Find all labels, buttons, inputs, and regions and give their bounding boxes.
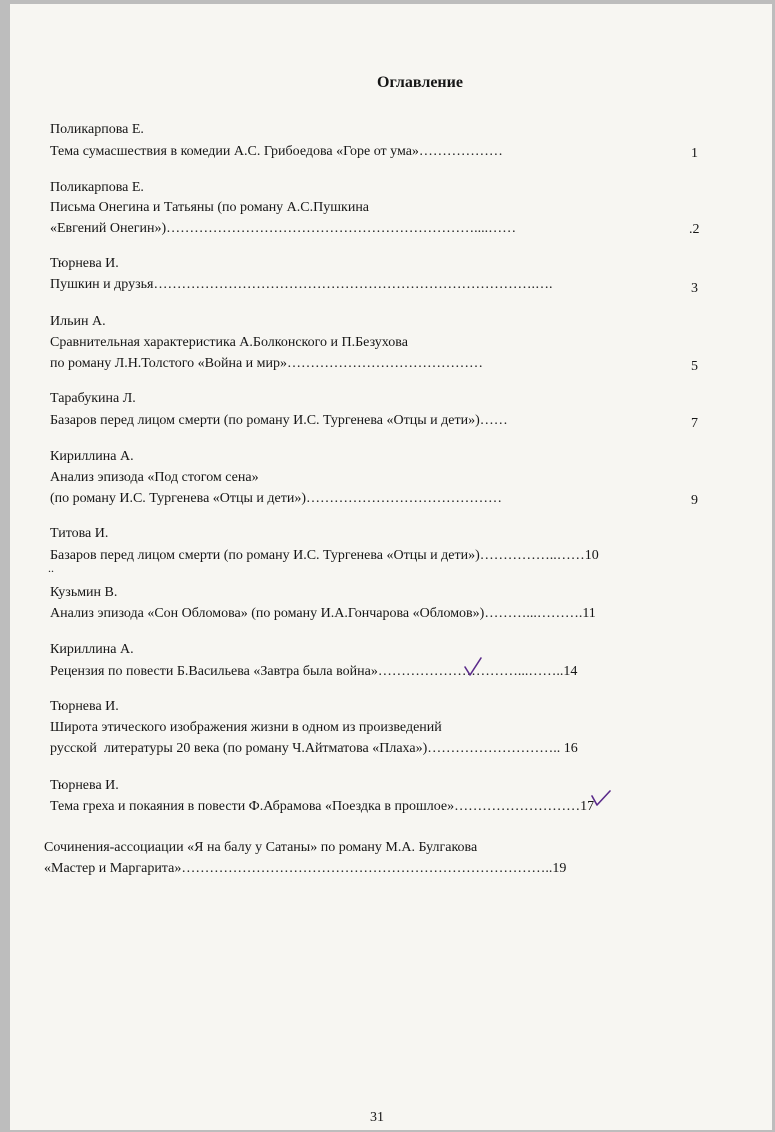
entry-title: Сравнительная характеристика А.Болконского и П.Безухова <box>50 335 408 350</box>
stray-mark: .. <box>48 561 54 575</box>
entry-page: 5 <box>691 359 698 374</box>
entry-page: .2 <box>689 222 700 237</box>
checkmark-icon <box>463 656 483 678</box>
entry-title: Письма Онегина и Татьяны (по роману А.С.Пушкина <box>50 200 370 215</box>
entry-title: Широта этического изображения жизни в одном из произведений <box>50 720 442 735</box>
entry-title: Базаров перед лицом смерти (по роману И.С. Тургенева «Отцы и дети»)…… <box>50 413 508 428</box>
entry-title: Рецензия по повести Б.Васильева «Завтра была война»…………………………...……..14 <box>50 664 578 679</box>
entry-author: Тюрнева И. <box>50 699 119 714</box>
entry-author: Тюрнева И. <box>50 778 119 793</box>
entry-author: Титова И. <box>50 526 109 541</box>
entry-title: Тема греха и покаяния в повести Ф.Абрамова «Поездка в прошлое»………………………17 <box>50 799 595 814</box>
entry-title: (по роману И.С. Тургенева «Отцы и дети»)…………………………………… <box>50 491 503 506</box>
entry-title: Анализ эпизода «Под стогом сена» <box>50 470 259 485</box>
entry-author: Поликарпова Е. <box>50 122 144 137</box>
entry-page: 3 <box>691 281 698 296</box>
entry-author: Кузьмин В. <box>50 585 118 600</box>
entry-author: Тюрнева И. <box>50 256 119 271</box>
document-page <box>10 4 772 1130</box>
entry-author: Ильин А. <box>50 314 106 329</box>
entry-title: по роману Л.Н.Толстого «Война и мир»…………………………………… <box>50 356 484 371</box>
checkmark-icon <box>590 790 612 810</box>
page-number: 31 <box>370 1110 384 1125</box>
entry-page: 1 <box>691 146 698 161</box>
entry-title: Тема сумасшествия в комедии А.С. Грибоедова «Горе от ума»……………… <box>50 144 503 159</box>
entry-author: Кириллина А. <box>50 449 134 464</box>
entry-title: Сочинения-ассоциации «Я на балу у Сатаны» по роману М.А. Булгакова <box>44 840 478 855</box>
entry-page: 7 <box>691 416 698 431</box>
entry-title: «Евгений Онегин»)…………………………………………………………....…… <box>50 221 517 236</box>
entry-title: русской литературы 20 века (по роману Ч.Айтматова «Плаха»)……………………….. 16 <box>50 741 578 756</box>
entry-title: Пушкин и друзья……………………………………………………………………….…. <box>50 277 553 292</box>
entry-title: Базаров перед лицом смерти (по роману И.С. Тургенева «Отцы и дети»)……………..……10 <box>50 548 599 563</box>
entry-author: Поликарпова Е. <box>50 180 144 195</box>
entry-page: 9 <box>691 493 698 508</box>
entry-title: «Мастер и Маргарита»……………………………………………………………………..19 <box>44 861 567 876</box>
entry-author: Тарабукина Л. <box>50 391 136 406</box>
entry-title: Анализ эпизода «Сон Обломова» (по роману И.А.Гончарова «Обломов»)………...……….11 <box>50 606 596 621</box>
page-title: Оглавление <box>377 74 463 91</box>
entry-author: Кириллина А. <box>50 642 134 657</box>
